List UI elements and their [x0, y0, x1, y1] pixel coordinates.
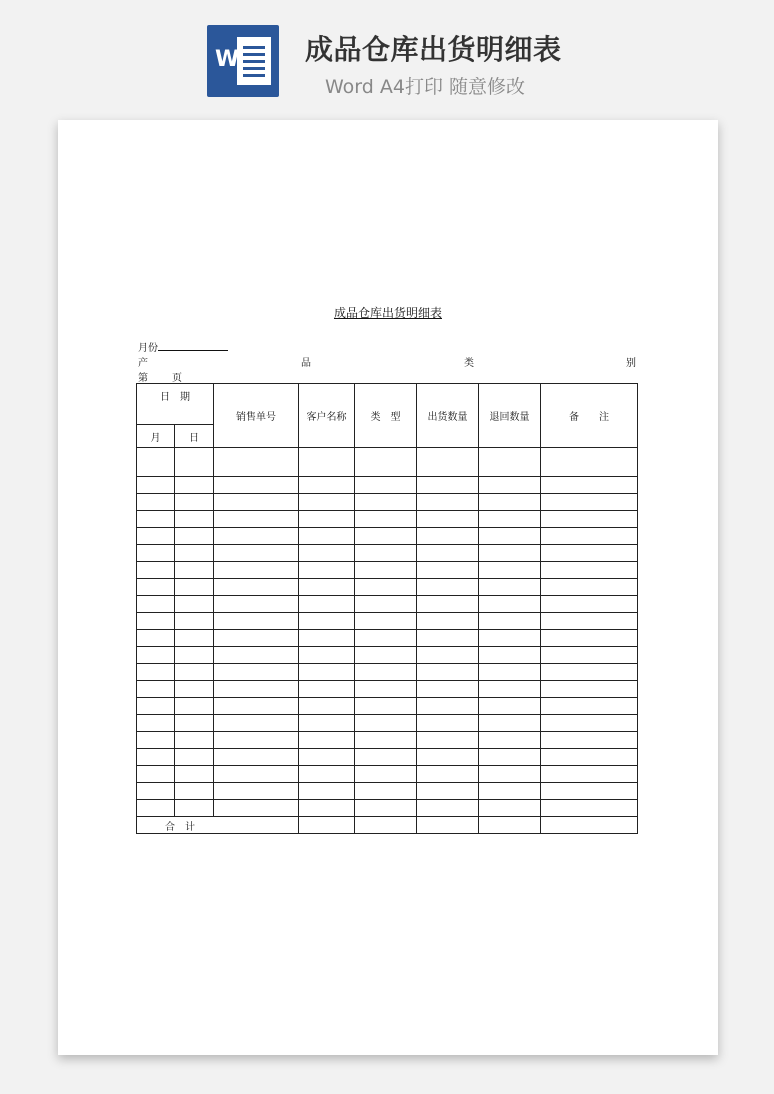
table-cell[interactable]	[417, 681, 479, 698]
table-row	[137, 664, 638, 681]
table-cell[interactable]	[479, 494, 541, 511]
table-cell[interactable]	[137, 494, 175, 511]
table-cell[interactable]	[541, 732, 638, 749]
table-cell[interactable]	[541, 647, 638, 664]
table-cell[interactable]	[175, 732, 214, 749]
table-cell[interactable]	[214, 477, 299, 494]
table-cell[interactable]	[299, 613, 355, 630]
table-cell[interactable]	[137, 647, 175, 664]
table-cell[interactable]	[417, 749, 479, 766]
table-cell[interactable]	[417, 698, 479, 715]
table-cell[interactable]	[355, 647, 417, 664]
table-cell[interactable]	[299, 698, 355, 715]
page-label-end: 页	[172, 373, 182, 384]
column-header: 销售单号	[214, 384, 299, 448]
table-cell[interactable]	[137, 664, 175, 681]
table-cell[interactable]	[479, 562, 541, 579]
table-cell[interactable]	[541, 477, 638, 494]
table-cell[interactable]	[355, 783, 417, 800]
table-cell[interactable]	[541, 494, 638, 511]
table-cell[interactable]	[479, 613, 541, 630]
table-cell[interactable]	[355, 511, 417, 528]
table-cell[interactable]	[541, 613, 638, 630]
table-cell[interactable]	[479, 596, 541, 613]
total-cell[interactable]	[479, 817, 541, 834]
table-cell[interactable]	[214, 448, 299, 477]
table-cell[interactable]	[299, 732, 355, 749]
table-cell[interactable]	[214, 766, 299, 783]
table-cell[interactable]	[479, 664, 541, 681]
table-cell[interactable]	[541, 545, 638, 562]
table-cell[interactable]	[137, 783, 175, 800]
category-char: 产	[138, 358, 148, 369]
table-cell[interactable]	[417, 647, 479, 664]
table-cell[interactable]	[417, 511, 479, 528]
table-cell[interactable]	[417, 596, 479, 613]
table-cell[interactable]	[175, 749, 214, 766]
table-cell[interactable]	[299, 783, 355, 800]
table-row	[137, 528, 638, 545]
table-cell[interactable]	[175, 715, 214, 732]
table-cell[interactable]	[175, 630, 214, 647]
table-cell[interactable]	[175, 783, 214, 800]
page-label-start: 第	[138, 373, 148, 384]
table-cell[interactable]	[541, 766, 638, 783]
table-cell[interactable]	[417, 732, 479, 749]
table-cell[interactable]	[355, 698, 417, 715]
table-cell[interactable]	[355, 732, 417, 749]
table-cell[interactable]	[299, 664, 355, 681]
table-cell[interactable]	[214, 715, 299, 732]
month-blank[interactable]	[158, 341, 228, 351]
table-row	[137, 715, 638, 732]
table-cell[interactable]	[299, 579, 355, 596]
table-cell[interactable]	[417, 766, 479, 783]
table-cell[interactable]	[541, 698, 638, 715]
table-cell[interactable]	[541, 630, 638, 647]
table-cell[interactable]	[541, 562, 638, 579]
table-cell[interactable]	[479, 477, 541, 494]
table-cell[interactable]	[137, 562, 175, 579]
table-row	[137, 596, 638, 613]
table-cell[interactable]	[299, 800, 355, 817]
table-row	[137, 545, 638, 562]
table-cell[interactable]	[299, 545, 355, 562]
table-cell[interactable]	[137, 732, 175, 749]
table-cell[interactable]	[355, 596, 417, 613]
table-cell[interactable]	[175, 800, 214, 817]
table-row	[137, 647, 638, 664]
table-row	[137, 448, 638, 477]
table-cell[interactable]	[175, 562, 214, 579]
month-label: 月份	[138, 343, 158, 354]
table-cell[interactable]	[479, 545, 541, 562]
total-cell[interactable]	[299, 817, 355, 834]
table-cell[interactable]	[479, 783, 541, 800]
column-header: 类 型	[355, 384, 417, 448]
table-header-row	[137, 384, 638, 425]
category-char: 类	[464, 358, 474, 369]
table-cell[interactable]	[214, 783, 299, 800]
table-cell[interactable]	[137, 698, 175, 715]
total-label: 合 计	[137, 817, 299, 834]
table-cell[interactable]	[541, 579, 638, 596]
table-cell[interactable]	[299, 715, 355, 732]
table-cell[interactable]	[214, 698, 299, 715]
table-cell[interactable]	[355, 766, 417, 783]
table-cell[interactable]	[417, 664, 479, 681]
table-cell[interactable]	[479, 448, 541, 477]
table-cell[interactable]	[479, 528, 541, 545]
table-cell[interactable]	[299, 528, 355, 545]
document-title: 成品仓库出货明细表	[333, 306, 442, 320]
table-cell[interactable]	[541, 528, 638, 545]
table-cell[interactable]	[541, 681, 638, 698]
table-cell[interactable]	[214, 528, 299, 545]
table-body	[137, 448, 638, 817]
table-cell[interactable]	[214, 494, 299, 511]
shipment-table	[136, 383, 638, 834]
table-cell[interactable]	[417, 477, 479, 494]
table-cell[interactable]	[479, 800, 541, 817]
table-cell[interactable]	[214, 596, 299, 613]
table-cell[interactable]	[417, 613, 479, 630]
total-cell[interactable]	[417, 817, 479, 834]
table-cell[interactable]	[214, 579, 299, 596]
table-cell[interactable]	[214, 681, 299, 698]
table-cell[interactable]	[137, 528, 175, 545]
table-cell[interactable]	[417, 545, 479, 562]
table-cell[interactable]	[175, 613, 214, 630]
table-cell[interactable]	[299, 562, 355, 579]
table-cell[interactable]	[214, 732, 299, 749]
table-cell[interactable]	[299, 494, 355, 511]
month-header: 月	[137, 425, 175, 448]
table-cell[interactable]	[355, 477, 417, 494]
table-cell[interactable]	[417, 630, 479, 647]
table-cell[interactable]	[479, 766, 541, 783]
table-cell[interactable]	[355, 664, 417, 681]
table-cell[interactable]	[479, 732, 541, 749]
table-cell[interactable]	[479, 511, 541, 528]
table-row	[137, 511, 638, 528]
table-row	[137, 783, 638, 800]
total-cell[interactable]	[541, 817, 638, 834]
header-title: 成品仓库出货明细表	[305, 33, 562, 66]
table-cell[interactable]	[417, 494, 479, 511]
table-cell[interactable]	[299, 596, 355, 613]
table-cell[interactable]	[175, 545, 214, 562]
table-cell[interactable]	[214, 647, 299, 664]
category-char: 品	[301, 358, 311, 369]
total-row	[137, 817, 638, 834]
table-cell[interactable]	[355, 562, 417, 579]
table-cell[interactable]	[355, 630, 417, 647]
table-cell[interactable]	[175, 511, 214, 528]
table-cell[interactable]	[479, 749, 541, 766]
table-cell[interactable]	[175, 596, 214, 613]
table-cell[interactable]	[137, 579, 175, 596]
table-cell[interactable]	[214, 664, 299, 681]
table-cell[interactable]	[214, 511, 299, 528]
table-cell[interactable]	[417, 528, 479, 545]
table-cell[interactable]	[541, 596, 638, 613]
table-cell[interactable]	[479, 715, 541, 732]
table-cell[interactable]	[175, 579, 214, 596]
table-cell[interactable]	[137, 681, 175, 698]
table-cell[interactable]	[541, 664, 638, 681]
table-cell[interactable]	[137, 749, 175, 766]
word-letter: W	[215, 47, 240, 72]
table-cell[interactable]	[479, 630, 541, 647]
table-cell[interactable]	[541, 749, 638, 766]
word-icon	[207, 25, 279, 97]
table-cell[interactable]	[175, 528, 214, 545]
table-cell[interactable]	[137, 715, 175, 732]
table-cell[interactable]	[299, 477, 355, 494]
table-cell[interactable]	[417, 448, 479, 477]
table-cell[interactable]	[541, 783, 638, 800]
table-cell[interactable]	[175, 766, 214, 783]
table-row	[137, 681, 638, 698]
table-row	[137, 579, 638, 596]
category-char: 别	[626, 358, 636, 369]
table-cell[interactable]	[355, 545, 417, 562]
table-cell[interactable]	[355, 528, 417, 545]
table-row	[137, 613, 638, 630]
table-cell[interactable]	[214, 562, 299, 579]
table-cell[interactable]	[417, 715, 479, 732]
table-cell[interactable]	[355, 715, 417, 732]
table-cell[interactable]	[299, 681, 355, 698]
table-cell[interactable]	[175, 494, 214, 511]
table-cell[interactable]	[137, 630, 175, 647]
header	[0, 0, 774, 118]
total-cell[interactable]	[355, 817, 417, 834]
table-cell[interactable]	[299, 448, 355, 477]
table-cell[interactable]	[137, 477, 175, 494]
table-cell[interactable]	[355, 579, 417, 596]
table-cell[interactable]	[137, 613, 175, 630]
table-row	[137, 732, 638, 749]
table-row	[137, 630, 638, 647]
table-cell[interactable]	[355, 448, 417, 477]
day-header: 日	[175, 425, 214, 448]
column-header: 出货数量	[417, 384, 479, 448]
table-cell[interactable]	[299, 749, 355, 766]
table-cell[interactable]	[355, 800, 417, 817]
date-header: 日 期	[137, 384, 214, 425]
table-row	[137, 698, 638, 715]
table-cell[interactable]	[299, 766, 355, 783]
table-cell[interactable]	[299, 630, 355, 647]
table-cell[interactable]	[417, 579, 479, 596]
table-cell[interactable]	[479, 579, 541, 596]
column-header: 备 注	[541, 384, 638, 448]
table-cell[interactable]	[214, 630, 299, 647]
table-cell[interactable]	[355, 613, 417, 630]
table-row	[137, 800, 638, 817]
table-cell[interactable]	[137, 511, 175, 528]
table-cell[interactable]	[299, 647, 355, 664]
header-subtitle: Word A4打印 随意修改	[325, 76, 526, 98]
table-cell[interactable]	[214, 545, 299, 562]
table-cell[interactable]	[175, 647, 214, 664]
table-cell[interactable]	[417, 783, 479, 800]
table-row	[137, 494, 638, 511]
table-row	[137, 477, 638, 494]
table-cell[interactable]	[214, 749, 299, 766]
month-line	[138, 339, 228, 354]
table-cell[interactable]	[137, 800, 175, 817]
table-cell[interactable]	[541, 511, 638, 528]
table-cell[interactable]	[175, 681, 214, 698]
table-cell[interactable]	[137, 766, 175, 783]
table-cell[interactable]	[355, 681, 417, 698]
table-cell[interactable]	[355, 494, 417, 511]
column-header: 客户名称	[299, 384, 355, 448]
table-cell[interactable]	[541, 715, 638, 732]
table-cell[interactable]	[137, 545, 175, 562]
table-cell[interactable]	[214, 800, 299, 817]
document-page	[58, 120, 718, 1055]
table-cell[interactable]	[137, 448, 175, 477]
table-cell[interactable]	[479, 698, 541, 715]
table-cell[interactable]	[479, 681, 541, 698]
table-cell[interactable]	[299, 511, 355, 528]
table-cell[interactable]	[137, 596, 175, 613]
table-cell[interactable]	[175, 448, 214, 477]
table-cell[interactable]	[175, 664, 214, 681]
table-row	[137, 766, 638, 783]
table-row	[137, 562, 638, 579]
column-header: 退回数量	[479, 384, 541, 448]
table-cell[interactable]	[214, 613, 299, 630]
table-cell[interactable]	[541, 800, 638, 817]
table-cell[interactable]	[541, 448, 638, 477]
table-cell[interactable]	[417, 800, 479, 817]
table-cell[interactable]	[417, 562, 479, 579]
table-cell[interactable]	[175, 698, 214, 715]
table-cell[interactable]	[479, 647, 541, 664]
table-cell[interactable]	[355, 749, 417, 766]
table-cell[interactable]	[175, 477, 214, 494]
table-row	[137, 749, 638, 766]
